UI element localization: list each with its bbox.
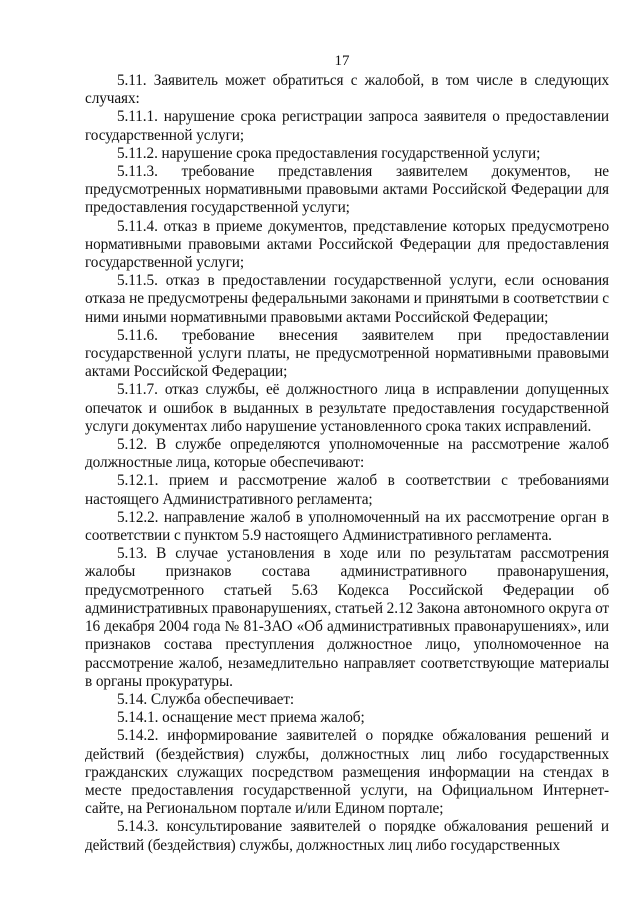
paragraph-5-11: 5.11. Заявитель может обратиться с жалобой, в том числе в следующих случаях: [85,72,609,108]
paragraph-5-11-2: 5.11.2. нарушение срока предоставления государственной услуги; [117,144,541,162]
paragraph-5-11-6: 5.11.6. требование внесения заявителем при предоставлении государственной услуги платы, не предусмотренной нормативными правовыми актами Российской Федерации; [85,326,609,381]
page-number: 17 [334,53,350,69]
document-body [85,72,609,855]
paragraph-5-14-3: 5.14.3. консультирование заявителей о порядке обжалования решений и действий (бездействия) службы, должностных лиц либо государственных [85,818,609,854]
paragraph-5-11-4: 5.11.4. отказ в приеме документов, представление которых предусмотрено нормативными правовыми актами Российской Федерации для предоставления государственной услуги; [85,217,609,272]
paragraph-5-14: 5.14. Служба обеспечивает: [117,690,295,708]
paragraph-5-14-1: 5.14.1. оснащение мест приема жалоб; [117,709,365,727]
paragraph-5-11-7: 5.11.7. отказ службы, её должностного лица в исправлении допущенных опечаток и ошибок в выданных в результате предоставления государственной услуги документах либо нарушение установленного срока таких исправлений. [85,381,609,435]
paragraph-5-11-5: 5.11.5. отказ в предоставлении государственной услуги, если основания отказа не предусмотрены федеральными законами и принятыми в соответствии с ними иными нормативными правовыми актами Российской Федерации; [85,272,609,326]
paragraph-5-12-2: 5.12.2. направление жалоб в уполномоченный на их рассмотрение орган в соответствии с пунктом 5.9 настоящего Административного регламента. [85,508,609,545]
paragraph-5-14-2: 5.14.2. информирование заявителей о порядке обжалования решений и действий (бездействия) службы, должностных лиц либо государственных гражданских служащих посредством размещения информации на стендах в месте предоставления государственной услуги, на Официальном Интернет-сайте, на Региональном портале и/или Едином портале; [85,727,609,818]
paragraph-5-13: 5.13. В случае установления в ходе или по результатам рассмотрения жалобы признаков состава административного правонарушения, предусмотренного статьей 5.63 Кодекса Российской Федерации об административных правонарушениях, статьей 2.12 Закона автономного округа от 16 декабря 2004 года № 81-ЗАО «Об административных правонарушениях», или признаков состава преступления должностное лицо, уполномоченное на рассмотрение жалоб, незамедлительно направляет соответствующие материалы в органы прокуратуры. [85,545,609,690]
paragraph-5-12-1: 5.12.1. прием и рассмотрение жалоб в соответствии с требованиями настоящего Административного регламента; [85,472,609,508]
paragraph-5-11-3: 5.11.3. требование представления заявителем документов, не предусмотренных нормативными правовыми актами Российской Федерации для предоставления государственной услуги; [85,163,609,217]
paragraph-5-11-1: 5.11.1. нарушение срока регистрации запроса заявителя о предоставлении государственной услуги; [85,108,609,144]
paragraph-5-12: 5.12. В службе определяются уполномоченные на рассмотрение жалоб должностные лица, которые обеспечивают: [85,436,609,472]
